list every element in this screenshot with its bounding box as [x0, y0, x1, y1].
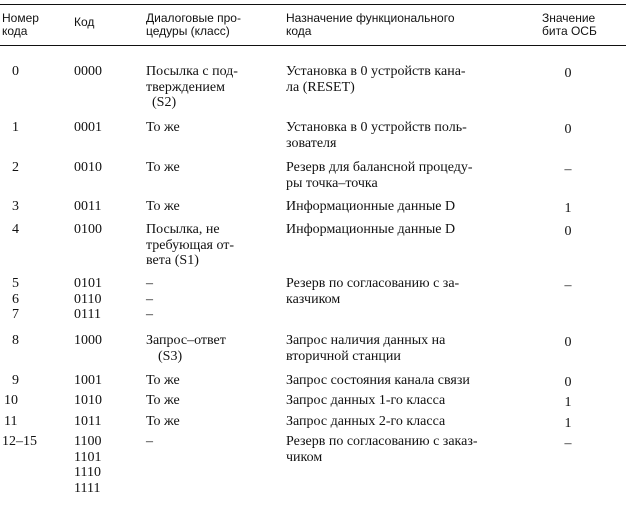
- cell-proc: [146, 434, 153, 450]
- cell-line: чиком: [286, 449, 323, 465]
- cell-code: [74, 199, 101, 215]
- cell-bit-value: 0: [564, 224, 572, 239]
- cell-bit-value: 0: [564, 375, 572, 390]
- cell-line: 0: [12, 64, 19, 79]
- cell-line: 0111: [74, 307, 101, 322]
- header-line: цедуры (класс): [146, 24, 230, 38]
- header-line: Значение: [542, 11, 596, 25]
- cell-line: 9: [12, 373, 19, 388]
- cell-line: 1010: [74, 393, 102, 408]
- cell-line: 0001: [74, 120, 102, 135]
- cell-proc: [146, 276, 153, 323]
- header-rule: [0, 45, 626, 46]
- cell-line: То же: [146, 414, 180, 429]
- cell-line: –: [146, 434, 153, 449]
- cell-line: То же: [146, 160, 180, 175]
- cell-code: [74, 222, 102, 238]
- cell-line: 1: [12, 120, 19, 135]
- header-dialog-procedures: [146, 12, 241, 38]
- cell-line: Посылка с под-: [146, 64, 238, 79]
- cell-line: 1001: [74, 373, 102, 388]
- cell-line: 0101: [74, 276, 102, 291]
- cell-line: То же: [146, 373, 180, 388]
- cell-line: То же: [146, 393, 180, 408]
- cell-purpose: [286, 199, 455, 215]
- cell-num: [12, 373, 19, 389]
- cell-proc: [146, 160, 180, 176]
- cell-code: [74, 120, 102, 136]
- cell-num: [12, 120, 19, 136]
- cell-line: Резерв для балансной процеду-: [286, 160, 473, 175]
- cell-line: вета (S1): [146, 253, 199, 268]
- cell-line: 6: [12, 291, 19, 307]
- cell-line: –: [146, 276, 153, 291]
- cell-proc: [146, 222, 234, 269]
- cell-proc: [146, 373, 180, 389]
- cell-proc: [146, 333, 226, 364]
- cell-line: То же: [146, 120, 180, 135]
- cell-purpose: [286, 222, 455, 238]
- cell-line: –: [146, 307, 153, 322]
- cell-bit-value: 1: [564, 395, 572, 410]
- cell-line: Запрос данных 1-го класса: [286, 393, 446, 408]
- top-rule: [0, 4, 626, 5]
- cell-code: [74, 160, 102, 176]
- cell-line: Информационные данные D: [286, 222, 456, 237]
- cell-bit-value: 0: [564, 66, 572, 81]
- cell-line: 11: [4, 414, 18, 429]
- cell-bit-value: –: [564, 436, 572, 451]
- cell-num: [12, 276, 19, 323]
- cell-line: 2: [12, 160, 19, 175]
- cell-bit-value: 1: [564, 201, 572, 216]
- cell-line: зователя: [286, 135, 337, 151]
- cell-line: Запрос наличия данных на: [286, 333, 446, 348]
- cell-proc: [146, 199, 180, 215]
- cell-line: 0010: [74, 160, 102, 175]
- header-line: Код: [74, 15, 95, 29]
- cell-line: 1100: [74, 434, 102, 449]
- cell-line: Резерв по согласованию с за-: [286, 276, 460, 291]
- cell-num: [12, 64, 19, 80]
- cell-line: Установка в 0 устройств поль-: [286, 120, 467, 135]
- cell-num: [12, 199, 19, 215]
- header-line: Назначение функционального: [286, 11, 455, 25]
- cell-code: [74, 393, 102, 409]
- cell-line: 10: [4, 393, 18, 408]
- cell-line: 3: [12, 199, 19, 214]
- cell-line: Запрос состояния канала связи: [286, 373, 470, 388]
- cell-line: 1101: [74, 449, 102, 465]
- header-code-number: [2, 12, 39, 38]
- cell-line: 8: [12, 333, 19, 348]
- header-code: [74, 16, 94, 29]
- cell-line: Резерв по согласованию с заказ-: [286, 434, 478, 449]
- cell-line: 1110: [74, 465, 101, 480]
- cell-purpose: [286, 276, 459, 307]
- header-line: Номер: [2, 11, 39, 25]
- cell-proc: [146, 414, 180, 430]
- cell-bit-value: –: [564, 162, 572, 177]
- cell-line: вторичной станции: [286, 348, 401, 364]
- cell-line: –: [146, 291, 153, 307]
- cell-line: (S2): [152, 95, 177, 110]
- cell-num: [2, 434, 37, 450]
- cell-purpose: [286, 434, 478, 465]
- cell-line: 4: [12, 222, 19, 237]
- cell-line: казчиком: [286, 291, 341, 307]
- cell-line: 1000: [74, 333, 102, 348]
- cell-line: Запрос данных 2-го класса: [286, 414, 446, 429]
- header-line: кода: [2, 24, 28, 38]
- cell-code: [74, 434, 101, 496]
- cell-proc: [146, 393, 180, 409]
- cell-bit-value: –: [564, 278, 572, 293]
- cell-line: Запрос–ответ: [146, 333, 226, 348]
- cell-line: 7: [12, 307, 19, 322]
- cell-num: [12, 333, 19, 349]
- cell-line: тверждением: [146, 79, 225, 95]
- cell-line: То же: [146, 199, 180, 214]
- cell-bit-value: 0: [564, 122, 572, 137]
- cell-proc: [146, 64, 238, 111]
- cell-num: [12, 222, 19, 238]
- cell-proc: [146, 120, 180, 136]
- cell-line: ры точка–точка: [286, 175, 378, 191]
- cell-line: Посылка, не: [146, 222, 220, 237]
- cell-purpose: [286, 64, 466, 95]
- cell-line: (S3): [158, 348, 183, 364]
- cell-purpose: [286, 414, 445, 430]
- cell-line: 1011: [74, 414, 102, 429]
- cell-bit-value: 0: [564, 335, 572, 350]
- cell-line: 1111: [74, 480, 101, 496]
- cell-line: требующая от-: [146, 237, 235, 253]
- cell-line: 0011: [74, 199, 102, 214]
- cell-purpose: [286, 120, 467, 151]
- cell-line: 0000: [74, 64, 102, 79]
- header-line: кода: [286, 24, 312, 38]
- cell-code: [74, 276, 102, 323]
- cell-line: 0100: [74, 222, 102, 237]
- cell-line: 0110: [74, 291, 102, 307]
- cell-code: [74, 414, 101, 430]
- cell-purpose: [286, 393, 445, 409]
- header-line: бита ОСБ: [542, 24, 597, 38]
- cell-code: [74, 333, 102, 349]
- header-line: Диалоговые про-: [146, 11, 241, 25]
- cell-code: [74, 373, 102, 389]
- cell-num: [4, 393, 18, 409]
- cell-purpose: [286, 333, 445, 364]
- cell-purpose: [286, 373, 470, 389]
- cell-code: [74, 64, 102, 80]
- cell-bit-value: 1: [564, 416, 572, 431]
- cell-num: [4, 414, 17, 430]
- cell-line: Информационные данные D: [286, 199, 456, 214]
- header-function-purpose: [286, 12, 455, 38]
- cell-line: 12–15: [2, 434, 37, 449]
- header-bit-value: [542, 12, 597, 38]
- cell-num: [12, 160, 19, 176]
- cell-line: ла (RESET): [286, 79, 355, 95]
- cell-line: 5: [12, 276, 19, 291]
- cell-line: Установка в 0 устройств кана-: [286, 64, 466, 79]
- cell-purpose: [286, 160, 473, 191]
